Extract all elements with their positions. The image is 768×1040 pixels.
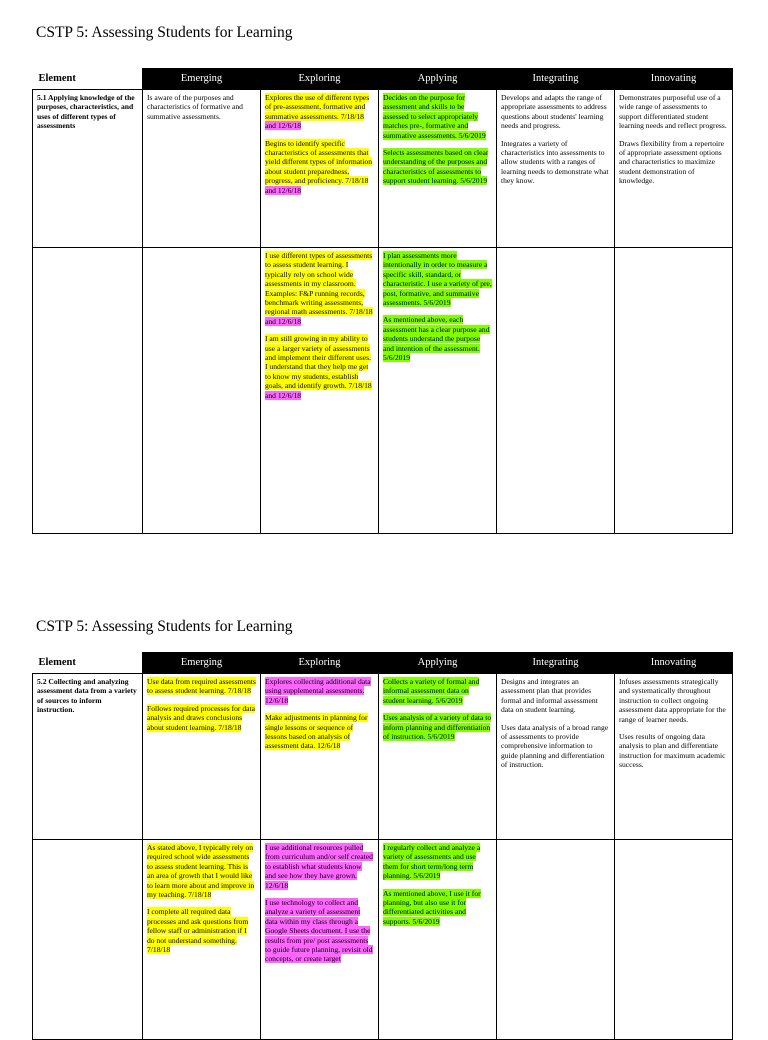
applying-cell: [379, 248, 497, 534]
header-exploring: Exploring: [261, 69, 379, 90]
cell-text: Integrates a variety of characteristics into assessments to allow students with a ranges of learning needs to demonstrate what they know.: [501, 138, 609, 186]
emerging-cell: [143, 674, 261, 840]
highlighted-text: and 12/6/18: [265, 121, 302, 131]
exploring-cell: [261, 90, 379, 248]
cell-text: Demonstrates purposeful use of a wide range of assessments to support differentiated student learning needs and reflect progress.: [619, 93, 727, 131]
cell-text: Designs and integrates an assessment plan that provides formal and informal assessment data on student learning.: [501, 677, 598, 715]
cell-paragraph: [619, 139, 728, 186]
applying-cell: [379, 840, 497, 1040]
table-row: [33, 840, 733, 1040]
cell-text: Uses results of ongoing data analysis to plan and differentiate instruction for maximum academic success.: [619, 732, 726, 770]
highlighted-text: I complete all required data processes and ask questions from fellow staff or administration if I do not understand something. 7/18/18: [147, 907, 249, 955]
cell-paragraph: [501, 93, 610, 131]
cell-paragraph: [383, 251, 492, 307]
highlighted-text: Uses analysis of a variety of data to inform planning and differentiation of instruction. 5/6/2019: [383, 713, 492, 742]
header-row: [33, 653, 733, 674]
innovating-cell: [615, 248, 733, 534]
header-integrating: Integrating: [497, 653, 615, 674]
cell-paragraph: [383, 315, 492, 362]
cell-paragraph: [265, 713, 374, 751]
header-element: Element: [33, 69, 143, 90]
cell-paragraph: [147, 677, 256, 696]
highlighted-text: Make adjustments in planning for single lessons or sequence of lessons based on analysis of assessment data. 12/6/18: [265, 713, 368, 751]
cell-paragraph: [147, 93, 256, 121]
header-integrating: Integrating: [497, 69, 615, 90]
highlighted-text: I plan assessments more intentionally in order to measure a specific skill, standard, or characteristic. I use a variety of pre, post, formative, and summative assessments. 5/6/2019: [383, 251, 492, 308]
cell-paragraph: [501, 677, 610, 715]
header-applying: Applying: [379, 653, 497, 674]
integrating-cell: [497, 90, 615, 248]
table-row: [33, 90, 733, 248]
integrating-cell: [497, 840, 615, 1040]
cell-paragraph: [501, 139, 610, 186]
emerging-cell: [143, 90, 261, 248]
highlighted-text: As mentioned above, each assessment has a clear purpose and students understand the purpose and intention of the assessment. 5/6/2019: [383, 315, 490, 363]
cell-paragraph: [265, 334, 374, 400]
applying-cell: [379, 90, 497, 248]
highlighted-text: As stated above, I typically rely on required school wide assessments to assess student learning. This is an area of growth that I would like to learn more about and improve in my teaching. 7/18/18: [147, 843, 255, 900]
cell-paragraph: [383, 148, 492, 186]
highlighted-text: Collects a variety of formal and informal assessment data on student learning. 5/6/2019: [383, 677, 480, 705]
cell-paragraph: [619, 677, 728, 724]
highlighted-text: Use data from required assessments to assess student learning. 7/18/18: [147, 677, 256, 696]
table-row: [33, 674, 733, 840]
cell-paragraph: [383, 713, 492, 741]
highlighted-text: I use additional resources pulled from curriculum and/or self created to establish what students know and see how they have grown. 12/6/18: [265, 843, 373, 890]
cell-paragraph: [501, 723, 610, 770]
cell-paragraph: [383, 677, 492, 705]
header-innovating: Innovating: [615, 653, 733, 674]
cell-text: Is aware of the purposes and characteristics of formative and summative assessments.: [147, 93, 243, 121]
cell-text: Infuses assessments strategically and systematically throughout instruction to collect ongoing assessment data appropriate for the range of learner needs.: [619, 677, 726, 724]
highlighted-text: Explores collecting additional data using supplemental assessments. 12/6/18: [265, 677, 371, 705]
header-exploring: Exploring: [261, 653, 379, 674]
header-emerging: Emerging: [143, 69, 261, 90]
exploring-cell: [261, 840, 379, 1040]
cell-paragraph: [265, 843, 374, 890]
header-element: Element: [33, 653, 143, 674]
cell-text: Develops and adapts the range of appropriate assessments to address questions about students' learning needs and progress.: [501, 93, 607, 131]
innovating-cell: [615, 674, 733, 840]
cell-paragraph: [383, 889, 492, 927]
cell-paragraph: [147, 843, 256, 899]
header-innovating: Innovating: [615, 69, 733, 90]
emerging-cell: [143, 248, 261, 534]
highlighted-text: I regularly collect and analyze a variety of assessments and use them for short term/long term planning. 5/6/2019: [383, 843, 481, 881]
cell-paragraph: [147, 907, 256, 954]
header-row: [33, 69, 733, 90]
highlighted-text: I use technology to collect and analyze a variety of assessment data within my class through a Google Sheets document. I use the results from pre/ post assessments to guide future planning, revisit old concepts, or create target: [265, 898, 373, 964]
element-cell: [33, 840, 143, 1040]
section-title: CSTP 5: Assessing Students for Learning: [36, 24, 293, 41]
highlighted-text: and 12/6/18: [265, 316, 302, 326]
emerging-cell: [143, 840, 261, 1040]
cell-paragraph: [265, 139, 374, 195]
integrating-cell: [497, 674, 615, 840]
exploring-cell: [261, 248, 379, 534]
cell-text: Uses data analysis of a broad range of assessments to provide comprehensive information to guide planning and differentiation of instruction.: [501, 722, 609, 770]
highlighted-text: Explores the use of different types of pre-assessment, formative and summative assessments. 7/18/18: [265, 93, 370, 121]
cell-paragraph: [619, 93, 728, 131]
exploring-cell: [261, 674, 379, 840]
rubric-table: [32, 652, 733, 1040]
cell-paragraph: [619, 732, 728, 770]
highlighted-text: I am still growing in my ability to use a larger variety of assessments and implement their different uses. I understand that they help me get to know my students, establish goals, and identify growth. 7/18/18: [265, 334, 372, 391]
highlighted-text: Follows required processes for data analysis and draws conclusions about student learning. 7/18/18: [147, 703, 255, 732]
highlighted-text: and 12/6/18: [265, 185, 302, 195]
element-cell: [33, 248, 143, 534]
rubric-table: [32, 68, 733, 534]
cell-paragraph: [383, 843, 492, 881]
cell-text: Draws flexibility from a repertoire of appropriate assessment options and characteristics to maximize student demonstration of knowledge.: [619, 138, 725, 186]
cell-paragraph: [265, 677, 374, 705]
innovating-cell: [615, 90, 733, 248]
element-cell: 5.1 Applying knowledge of the purposes, characteristics, and uses of different types of assessments: [33, 90, 143, 248]
table-row: [33, 248, 733, 534]
applying-cell: [379, 674, 497, 840]
highlighted-text: Begins to identify specific characteristics of assessments that yield different types of information about student preparedness, progress, and proficiency. 7/18/18: [265, 138, 372, 186]
cell-paragraph: [147, 704, 256, 732]
innovating-cell: [615, 840, 733, 1040]
highlighted-text: I use different types of assessments to assess student learning. I typically rely on school wide assessments in my classroom. Examples: F&P running records, benchmark writing assessments, regional math assessments. 7/18/18: [265, 251, 373, 317]
integrating-cell: [497, 248, 615, 534]
cell-paragraph: [265, 251, 374, 326]
section-title: CSTP 5: Assessing Students for Learning: [36, 618, 293, 635]
cell-paragraph: [383, 93, 492, 140]
highlighted-text: and 12/6/18: [265, 390, 302, 400]
header-emerging: Emerging: [143, 653, 261, 674]
cell-paragraph: [265, 93, 374, 131]
highlighted-text: As mentioned above, I use it for planning, but also use it for differentiated activities and supports. 5/6/2019: [383, 888, 481, 926]
highlighted-text: Selects assessments based on clear understanding of the purposes and characteristics of assessments to support student learning. 5/6/2019: [383, 148, 489, 186]
highlighted-text: Decides on the purpose for assessment and skills to be assessed to select appropriately matches pre-, formative and summative assessments. 5/6/2019: [383, 93, 486, 140]
element-cell: 5.2 Collecting and analyzing assessment data from a variety of sources to inform instruction.: [33, 674, 143, 840]
header-applying: Applying: [379, 69, 497, 90]
cell-paragraph: [265, 898, 374, 964]
